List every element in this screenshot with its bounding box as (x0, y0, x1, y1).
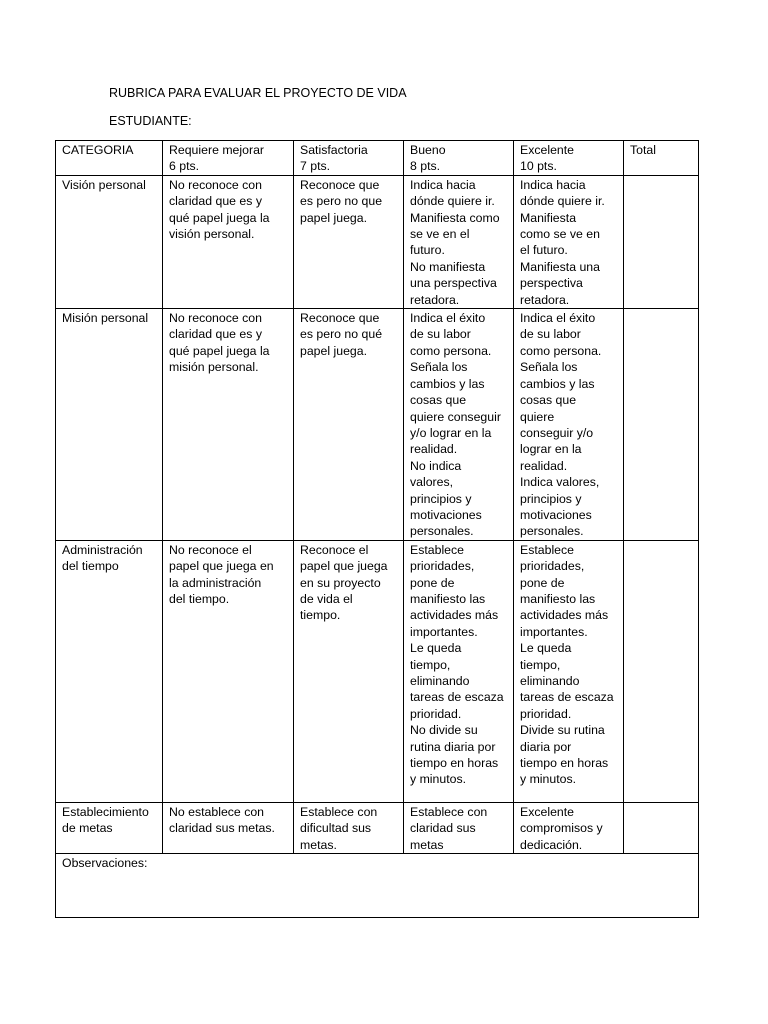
cell-text-line: perspectiva (520, 276, 583, 291)
cell-text-line: papel juega. (300, 210, 368, 225)
header-satisfactoria: Satisfactoria 7 pts. (294, 141, 404, 176)
cell-text-line: Administración (62, 542, 143, 557)
cell-text-line: qué papel juega la (169, 343, 270, 358)
cell-text-line: es pero no qué (300, 327, 383, 342)
requiere-mejorar-cell (163, 175, 294, 308)
cell-text-line: Le queda (410, 641, 462, 656)
rubric-row (56, 540, 699, 802)
cell-text-line: Establece (520, 542, 575, 557)
satisfactoria-cell (294, 175, 404, 308)
document-title: RUBRICA PARA EVALUAR EL PROYECTO DE VIDA (109, 86, 407, 100)
cell-text-line: de su labor (520, 327, 581, 342)
cell-text-line: lograr en la (520, 442, 582, 457)
cell-text-line: tiempo, (410, 657, 451, 672)
excelente-cell (514, 540, 624, 802)
cell-text-line: claridad sus (410, 821, 476, 836)
cell-text-line: dónde quiere ir. (520, 194, 605, 209)
cell-text-line: realidad. (410, 442, 458, 457)
cell-text-line: eliminando (520, 674, 580, 688)
bueno-cell (404, 175, 514, 308)
cell-text-line: Indica valores, (520, 475, 600, 490)
cell-text-line: papel que juega en (169, 559, 274, 574)
cell-text-line: como se ve en (520, 227, 600, 242)
cell-text-line: del tiempo. (169, 591, 230, 606)
cell-text-line: Le queda (520, 641, 572, 656)
excelente-cell (514, 309, 624, 541)
cell-text-line: Establecimiento (62, 804, 149, 819)
cell-text-line: claridad que es y (169, 194, 262, 209)
excelente-cell (514, 175, 624, 308)
cell-text-line: dedicación. (520, 837, 583, 852)
cell-text-line: visión personal. (169, 227, 255, 242)
cell-text-line: personales. (410, 524, 474, 539)
cell-text-line: es pero no que (300, 194, 383, 209)
header-requiere-mejorar: Requiere mejorar 6 pts. (163, 141, 294, 176)
cell-text-line: Manifiesta como (410, 210, 500, 225)
cell-text-line: No establece con (169, 804, 265, 819)
cell-text-line: principios y (520, 491, 582, 506)
cell-text-line: realidad. (520, 458, 568, 473)
cell-text-line: valores, (410, 475, 454, 490)
cell-text-line: de metas (62, 821, 113, 836)
observations-label: Observaciones: (62, 855, 148, 870)
category-cell (56, 309, 163, 541)
cell-text-line: Visión personal (62, 177, 146, 192)
cell-text-line: claridad sus metas. (169, 821, 275, 836)
cell-text-line: papel juega. (300, 343, 368, 358)
cell-text-line: se ve en el (410, 227, 470, 242)
cell-text-line: como persona. (520, 343, 602, 358)
cell-text-line: tareas de escaza (410, 690, 504, 705)
cell-text-line: dónde quiere ir. (410, 194, 495, 209)
cell-text-line: Establece con (300, 804, 378, 819)
cell-text-line: Divide su rutina (520, 723, 605, 738)
cell-text-line: qué papel juega la (169, 210, 270, 225)
observations-row (56, 853, 699, 917)
cell-text-line: metas. (300, 837, 337, 852)
bueno-cell (404, 309, 514, 541)
cell-text-line: No divide su (410, 723, 478, 738)
cell-text-line: cambios y las (520, 376, 595, 391)
cell-text-line: Indica el éxito (410, 311, 486, 326)
cell-text-line: importantes. (520, 624, 588, 639)
cell-text-line: Señala los (520, 360, 578, 375)
cell-text-line: misión personal. (169, 360, 259, 375)
student-label: ESTUDIANTE: (109, 114, 192, 128)
cell-text-line: prioridad. (520, 706, 572, 721)
cell-text-line: Manifiesta (520, 210, 577, 225)
cell-text-line: manifiesto las (410, 591, 486, 606)
cell-text-line: manifiesto las (520, 591, 596, 606)
cell-text-line: futuro. (410, 243, 445, 258)
cell-text-line: y minutos. (410, 772, 467, 787)
observations-cell[interactable] (56, 853, 699, 917)
cell-text-line: pone de (520, 575, 565, 590)
cell-text-line: conseguir y/o (520, 425, 594, 440)
cell-text-line: y/o lograr en la (410, 425, 492, 440)
cell-text-line: tiempo en horas (410, 756, 499, 771)
cell-text-line: quiere (520, 409, 555, 424)
total-cell (624, 175, 699, 308)
cell-text-line: tiempo, (520, 657, 561, 672)
category-cell (56, 175, 163, 308)
satisfactoria-cell (294, 540, 404, 802)
cell-text-line: No reconoce con (169, 311, 262, 326)
cell-text-line: de vida el (300, 591, 353, 606)
header-row (56, 141, 699, 176)
satisfactoria-cell (294, 309, 404, 541)
cell-text-line: prioridad. (410, 706, 462, 721)
excelente-cell (514, 802, 624, 853)
total-cell (624, 540, 699, 802)
cell-text-line: motivaciones (410, 507, 482, 522)
cell-text-line: prioridades, (520, 559, 585, 574)
cell-text-line: metas (410, 837, 444, 852)
rubric-row (56, 175, 699, 308)
cell-text-line: personales. (520, 524, 584, 539)
satisfactoria-cell (294, 802, 404, 853)
rubric-row (56, 802, 699, 853)
cell-text-line: Indica el éxito (520, 311, 596, 326)
cell-text-line: del tiempo (62, 559, 119, 574)
cell-text-line: en su proyecto (300, 575, 381, 590)
header-excelente: Excelente 10 pts. (514, 141, 624, 176)
requiere-mejorar-cell (163, 309, 294, 541)
cell-text-line: cosas que (520, 393, 577, 408)
cell-text-line: cambios y las (410, 376, 485, 391)
cell-text-line: quiere conseguir (410, 409, 501, 424)
cell-text-line: dificultad sus (300, 821, 372, 836)
cell-text-line: Señala los (410, 360, 468, 375)
cell-text-line: cosas que (410, 393, 467, 408)
cell-text-line: tareas de escaza (520, 690, 614, 705)
cell-text-line: retadora. (410, 292, 460, 307)
cell-text-line: papel que juega (300, 559, 388, 574)
cell-text-line: No manifiesta (410, 259, 486, 274)
cell-text-line: principios y (410, 491, 472, 506)
category-cell (56, 540, 163, 802)
cell-text-line: Misión personal (62, 311, 149, 326)
cell-text-line: No indica (410, 458, 462, 473)
cell-text-line: rutina diaria por (410, 739, 496, 754)
rubric-table (55, 140, 699, 918)
cell-text-line: como persona. (410, 343, 492, 358)
cell-text-line: Reconoce que (300, 177, 380, 192)
total-cell (624, 309, 699, 541)
cell-text-line: No reconoce el (169, 542, 252, 557)
cell-text-line: actividades más (520, 608, 609, 623)
cell-text-line: actividades más (410, 608, 499, 623)
cell-text-line: claridad que es y (169, 327, 262, 342)
requiere-mejorar-cell (163, 802, 294, 853)
rubric-row (56, 309, 699, 541)
cell-text-line: compromisos y (520, 821, 603, 836)
category-cell (56, 802, 163, 853)
bueno-cell (404, 802, 514, 853)
requiere-mejorar-cell (163, 540, 294, 802)
cell-text-line: Indica hacia (520, 177, 586, 192)
cell-text-line: Establece con (410, 804, 488, 819)
cell-text-line: y minutos. (520, 772, 577, 787)
cell-text-line: retadora. (520, 292, 570, 307)
cell-text-line: importantes. (410, 624, 478, 639)
cell-text-line: diaria por (520, 739, 572, 754)
cell-text-line: motivaciones (520, 507, 592, 522)
header-bueno: Bueno 8 pts. (404, 141, 514, 176)
bueno-cell (404, 540, 514, 802)
cell-text-line: la administración (169, 575, 262, 590)
cell-text-line: Manifiesta una (520, 259, 600, 274)
cell-text-line: prioridades, (410, 559, 475, 574)
cell-text-line: Indica hacia (410, 177, 476, 192)
cell-text-line: tiempo. (300, 608, 341, 623)
header-category: CATEGORIA (56, 141, 163, 176)
cell-text-line: No reconoce con (169, 177, 262, 192)
cell-text-line: de su labor (410, 327, 471, 342)
cell-text-line: el futuro. (520, 243, 568, 258)
cell-text-line: tiempo en horas (520, 756, 609, 771)
cell-text-line: Excelente (520, 804, 575, 819)
cell-text-line: Reconoce que (300, 311, 380, 326)
cell-text-line: eliminando (410, 674, 470, 688)
cell-text-line: Reconoce el (300, 542, 369, 557)
header-total: Total (624, 141, 699, 176)
total-cell (624, 802, 699, 853)
cell-text-line: Establece (410, 542, 465, 557)
cell-text-line: pone de (410, 575, 455, 590)
cell-text-line: una perspectiva (410, 276, 497, 291)
